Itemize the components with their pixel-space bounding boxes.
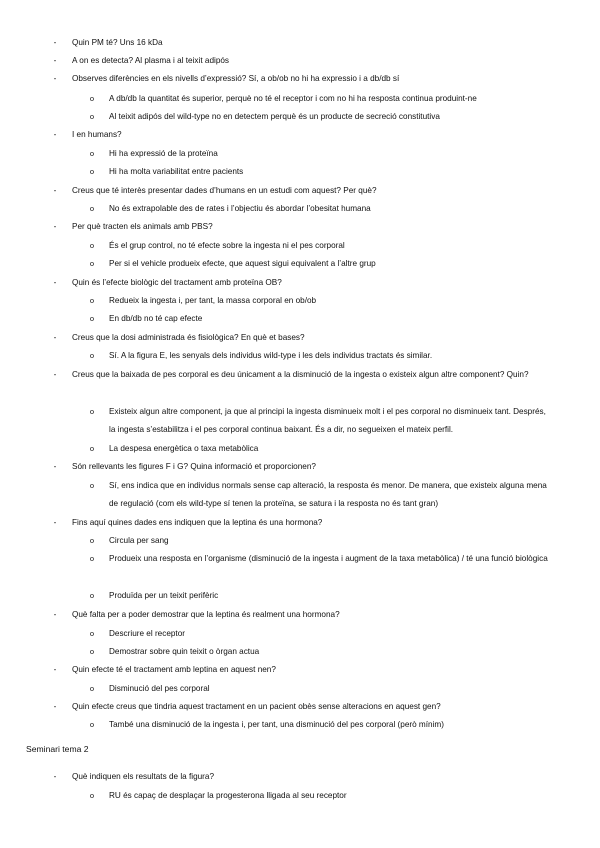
circle-bullet: o	[89, 591, 95, 600]
answer-text: Descriure el receptor	[109, 629, 185, 638]
dash-bullet: -	[53, 74, 57, 83]
circle-bullet: o	[89, 149, 95, 158]
answer-text: A db/db la quantitat és superior, perquè no té el receptor i com no hi ha resposta continua produint-ne	[109, 94, 477, 103]
question-text: Creus que la dosi administrada és fisiològica? En què et bases?	[72, 333, 305, 342]
dash-bullet: -	[53, 518, 57, 527]
answer-text: És el grup control, no té efecte sobre la ingesta ni el pes corporal	[109, 241, 345, 250]
dash-bullet: -	[53, 665, 57, 674]
dash-bullet: -	[53, 772, 57, 781]
answer-text: La despesa energètica o taxa metabòlica	[109, 444, 259, 453]
circle-bullet: o	[89, 204, 95, 213]
circle-bullet: o	[89, 167, 95, 176]
dash-bullet: -	[53, 278, 57, 287]
question-text: A on es detecta? Al plasma i al teixit adipós	[72, 56, 230, 65]
answer-text: Circula per sang	[109, 536, 169, 545]
answer-text: Al teixit adipós del wild-type no en detectem perquè és un producte de secreció constitutiva	[109, 112, 440, 121]
circle-bullet: o	[89, 94, 95, 103]
question-text: Què indiquen els resultats de la figura?	[72, 772, 215, 781]
circle-bullet: o	[89, 684, 95, 693]
answer-text: Sí, ens indica que en individus normals sense cap alteració, la resposta és menor. De manera, que existeix alguna mena de regulació (com els wild-type sí tenen la proteïna, se satura i la resposta no és tant gran)	[109, 481, 547, 508]
dash-bullet: -	[53, 702, 57, 711]
circle-bullet: o	[89, 296, 95, 305]
dash-bullet: -	[53, 370, 57, 379]
answer-text: Hi ha expressió de la proteïna	[109, 149, 218, 158]
answer-text: Existeix algun altre component, ja que al principi la ingesta disminueix molt i el pes corporal no disminueix tant. Després, la ingesta s’estabilitza i el pes corporal continua baixant. És a dir, no segueixen el mateix perfil.	[109, 407, 546, 434]
answer-text: També una disminució de la ingesta i, per tant, una disminució del pes corporal (però mínim)	[109, 720, 444, 729]
answer-text: Disminució del pes corporal	[109, 684, 210, 693]
question-text: Creus que té interès presentar dades d’humans en un estudi com aquest? Per què?	[72, 186, 377, 195]
question-text: Creus que la baixada de pes corporal es deu únicament a la disminució de la ingesta o existeix algun altre component? Quin?	[72, 370, 529, 379]
dash-bullet: -	[53, 333, 57, 342]
dash-bullet: -	[53, 186, 57, 195]
question-text: Observes diferències en els nivells d’expressió? Sí, a ob/ob no hi ha expressio i a db/db sí	[72, 74, 400, 83]
circle-bullet: o	[89, 554, 95, 563]
dash-bullet: -	[53, 38, 57, 47]
question-text: Què falta per a poder demostrar que la leptina és realment una hormona?	[72, 610, 340, 619]
circle-bullet: o	[89, 647, 95, 656]
circle-bullet: o	[89, 629, 95, 638]
circle-bullet: o	[89, 259, 95, 268]
dash-bullet: -	[53, 222, 57, 231]
circle-bullet: o	[89, 241, 95, 250]
question-text: Són rellevants les figures F i G? Quina informació et proporcionen?	[72, 462, 316, 471]
circle-bullet: o	[89, 536, 95, 545]
circle-bullet: o	[89, 444, 95, 453]
circle-bullet: o	[89, 112, 95, 121]
answer-text: Redueix la ingesta i, per tant, la massa corporal en ob/ob	[109, 296, 317, 305]
question-text: Quin és l’efecte biològic del tractament amb proteïna OB?	[72, 278, 282, 287]
answer-text: En db/db no té cap efecte	[109, 314, 203, 323]
circle-bullet: o	[89, 351, 95, 360]
circle-bullet: o	[89, 791, 95, 800]
answer-text: No és extrapolable des de rates i l’objectiu és abordar l’obesitat humana	[109, 204, 371, 213]
answer-text: Hi ha molta variabilitat entre pacients	[109, 167, 244, 176]
answer-text: Produïda per un teixit perifèric	[109, 591, 219, 600]
question-text: I en humans?	[72, 130, 122, 139]
answer-text: Sí. A la figura E, les senyals dels individus wild-type i les dels individus tractats és similar.	[109, 351, 433, 360]
dash-bullet: -	[53, 130, 57, 139]
answer-text: Per si el vehicle produeix efecte, que aquest sigui equivalent a l’altre grup	[109, 259, 376, 268]
question-text: Quin PM té? Uns 16 kDa	[72, 38, 163, 47]
dash-bullet: -	[53, 56, 57, 65]
circle-bullet: o	[89, 720, 95, 729]
dash-bullet: -	[53, 462, 57, 471]
dash-bullet: -	[53, 610, 57, 619]
circle-bullet: o	[89, 314, 95, 323]
answer-text: RU és capaç de desplaçar la progesterona lligada al seu receptor	[109, 791, 347, 800]
circle-bullet: o	[89, 407, 95, 416]
question-text: Per què tracten els animals amb PBS?	[72, 222, 213, 231]
answer-text: Produeix una resposta en l’organisme (disminució de la ingesta i augment de la taxa metabòlica) / té una funció biològica	[109, 554, 548, 563]
question-text: Fins aquí quines dades ens indiquen que la leptina és una hormona?	[72, 518, 323, 527]
question-text: Quin efecte té el tractament amb leptina en aquest nen?	[72, 665, 276, 674]
circle-bullet: o	[89, 481, 95, 490]
answer-text: Demostrar sobre quin teixit o òrgan actua	[109, 647, 260, 656]
question-text: Quin efecte creus que tindria aquest tractament en un pacient obès sense alteracions en aquest gen?	[72, 702, 441, 711]
section-heading: Seminari tema 2	[26, 744, 89, 754]
